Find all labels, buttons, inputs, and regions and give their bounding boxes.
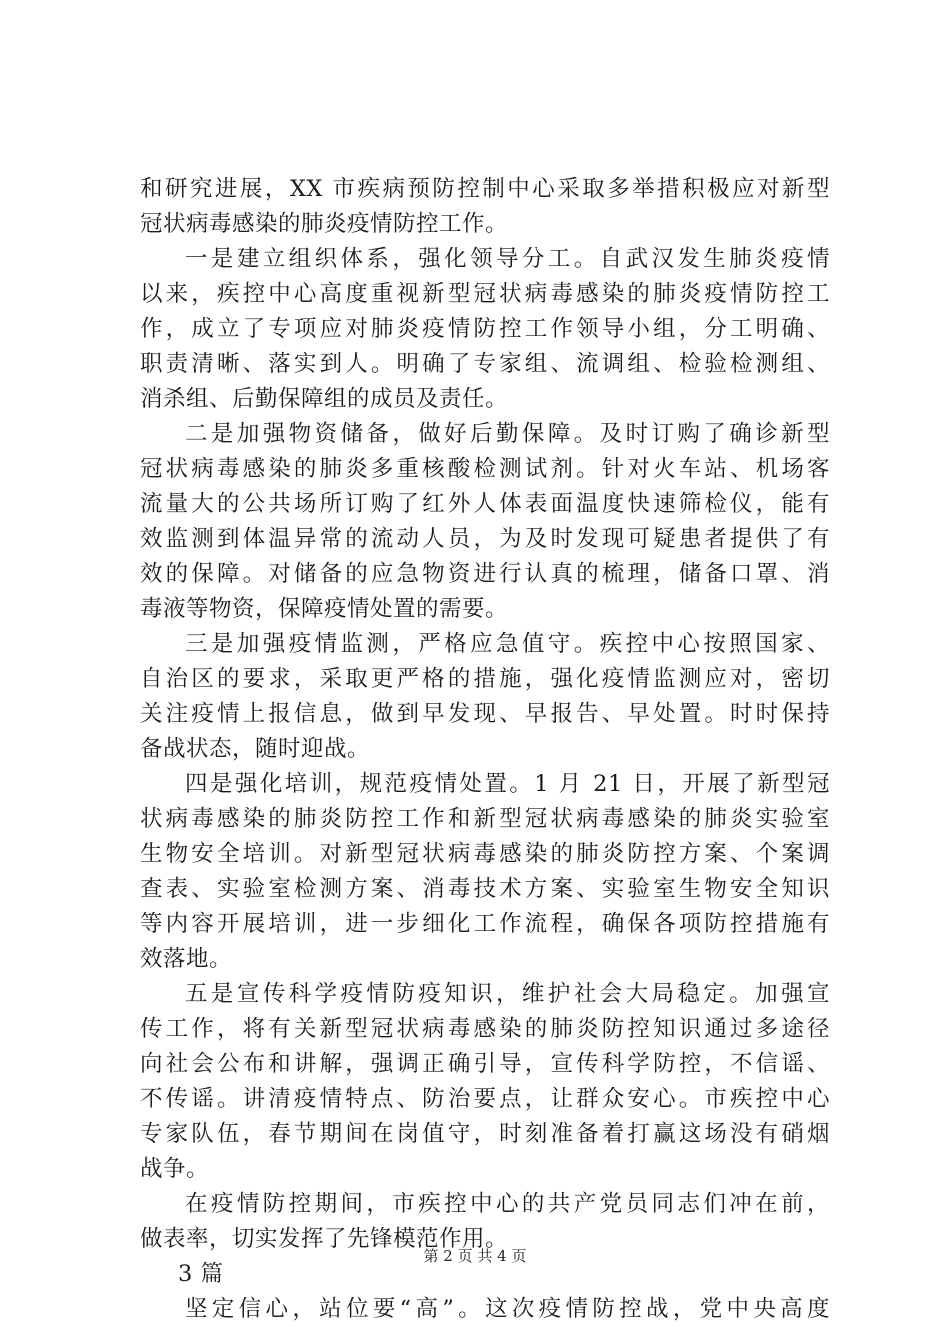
text-line: 战争。 — [140, 1156, 210, 1182]
text-line: 作，成立了专项应对肺炎疫情防控工作领导小组，分工明确、 — [140, 316, 830, 342]
text-line: 以来，疾控中心高度重视新型冠状病毒感染的肺炎疫情防控工 — [140, 281, 830, 307]
text-line: 做表率，切实发挥了先锋模范作用。 — [140, 1226, 509, 1252]
text-line: 自治区的要求，采取更严格的措施，强化疫情监测应对，密切 — [140, 666, 830, 692]
text-line: 状病毒感染的肺炎防控工作和新型冠状病毒感染的肺炎实验室 — [140, 806, 830, 832]
text-line: 在疫情防控期间，市疾控中心的共产党员同志们冲在前， — [185, 1191, 830, 1217]
text-line: 生物安全培训。对新型冠状病毒感染的肺炎防控方案、个案调 — [140, 841, 830, 867]
text-line: 和研究进展，XX 市疾病预防控制中心采取多举措积极应对新型 — [140, 176, 830, 202]
text-line: 查表、实验室检测方案、消毒技术方案、实验室生物安全知识 — [140, 876, 830, 902]
document-body — [140, 172, 830, 1327]
text-line: 3 篇 — [178, 1261, 224, 1287]
text-line: 不传谣。讲清疫情特点、防治要点，让群众安心。市疾控中心 — [140, 1086, 830, 1112]
text-line: 三是加强疫情监测，严格应急值守。疾控中心按照国家、 — [185, 631, 830, 657]
text-line: 专家队伍，春节期间在岗值守，时刻准备着打赢这场没有硝烟 — [140, 1121, 830, 1147]
page-footer: 第 2 页 共 4 页 — [423, 1247, 527, 1265]
text-line: 消杀组、后勤保障组的成员及责任。 — [140, 386, 509, 412]
text-line: 效落地。 — [140, 946, 233, 972]
text-line: 传工作，将有关新型冠状病毒感染的肺炎防控知识通过多途径 — [140, 1016, 830, 1042]
text-line: 四是强化培训，规范疫情处置。1 月 21 日，开展了新型冠 — [185, 771, 830, 797]
text-line: 关注疫情上报信息，做到早发现、早报告、早处置。时时保持 — [140, 701, 830, 727]
text-line: 流量大的公共场所订购了红外人体表面温度快速筛检仪，能有 — [140, 491, 830, 517]
text-line: 职责清晰、落实到人。明确了专家组、流调组、检验检测组、 — [140, 351, 830, 377]
text-line: 二是加强物资储备，做好后勤保障。及时订购了确诊新型 — [185, 421, 830, 447]
text-line: 向社会公布和讲解，强调正确引导，宣传科学防控，不信谣、 — [140, 1051, 830, 1077]
text-line: 一是建立组织体系，强化领导分工。自武汉发生肺炎疫情 — [185, 246, 830, 272]
text-line: 效的保障。对储备的应急物资进行认真的梳理，储备口罩、消 — [140, 561, 830, 587]
text-line: 冠状病毒感染的肺炎多重核酸检测试剂。针对火车站、机场客 — [140, 456, 830, 482]
text-line: 等内容开展培训，进一步细化工作流程，确保各项防控措施有 — [140, 911, 830, 937]
text-line: 毒液等物资，保障疫情处置的需要。 — [140, 596, 509, 622]
text-line: 五是宣传科学疫情防疫知识，维护社会大局稳定。加强宣 — [185, 981, 830, 1007]
text-line: 坚定信心，站位要“高”。这次疫情防控战，党中央高度 — [185, 1296, 830, 1322]
text-line: 备战状态，随时迎战。 — [140, 736, 371, 762]
text-line: 冠状病毒感染的肺炎疫情防控工作。 — [140, 211, 509, 237]
text-line: 效监测到体温异常的流动人员，为及时发现可疑患者提供了有 — [140, 526, 830, 552]
